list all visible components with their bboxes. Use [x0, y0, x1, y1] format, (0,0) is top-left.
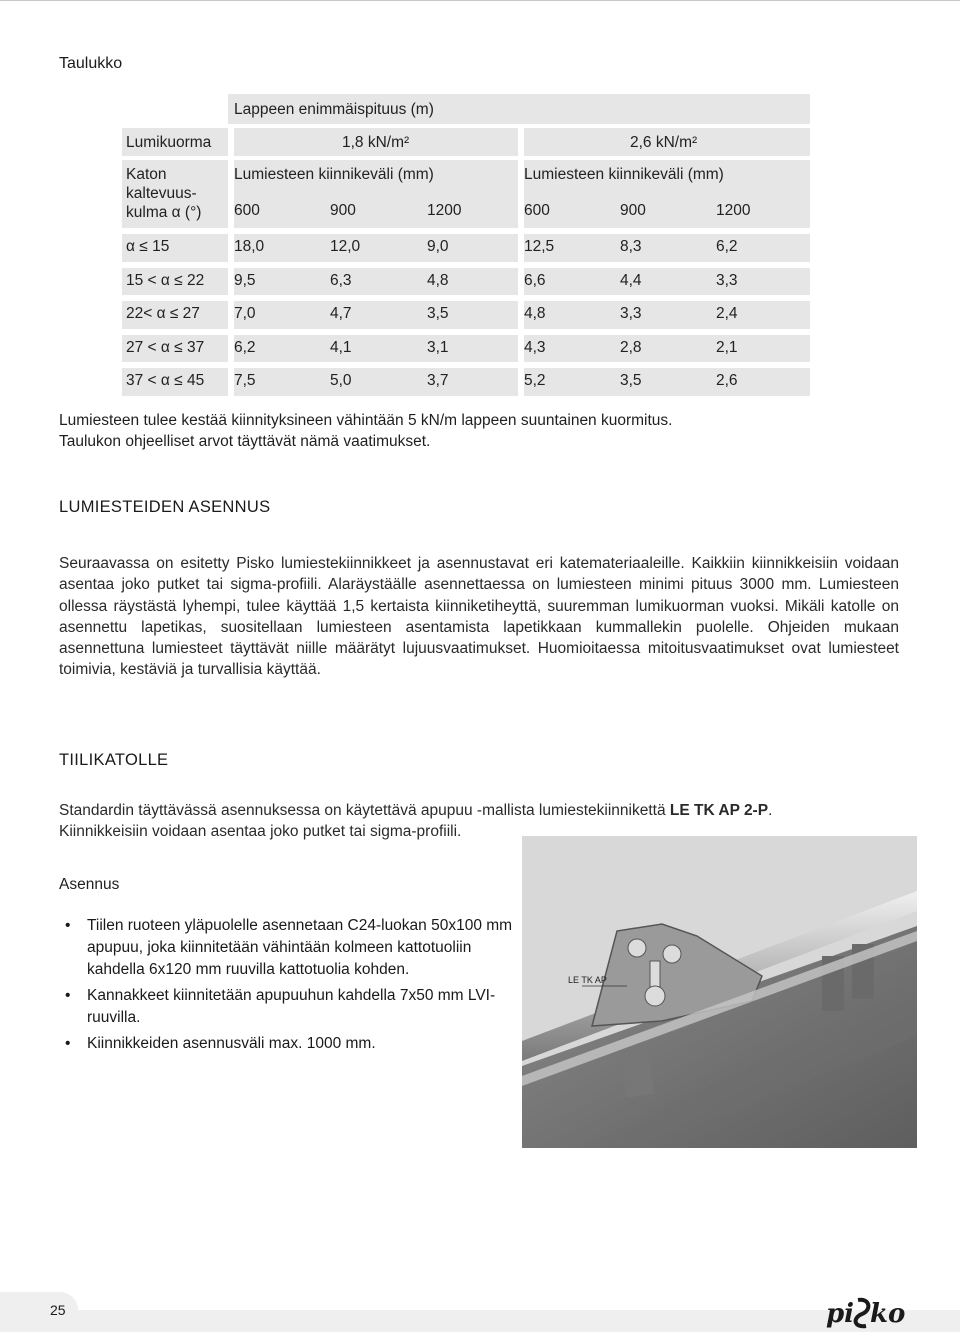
slope-cell: 37 < α ≤ 45 [126, 372, 205, 389]
value-cell: 3,3 [716, 272, 738, 289]
value-cell: 6,6 [524, 272, 546, 289]
tile-roof-line-1 [59, 800, 899, 821]
logo-graphic [822, 1290, 912, 1332]
list-item-text: Kannakkeet kiinnitetään apupuuhun kahdella 7x50 mm LVI-ruuvilla. [87, 987, 496, 1026]
slope-cell: α ≤ 15 [126, 238, 170, 255]
value-cell: 4,8 [524, 305, 546, 322]
pisko-logo [822, 1290, 912, 1332]
value-cell: 5,0 [330, 372, 352, 389]
list-item [59, 915, 521, 981]
value-cell: 3,7 [427, 372, 449, 389]
load-1: 1,8 kN/m² [342, 134, 410, 151]
value-cell: 4,1 [330, 339, 352, 356]
tile-roof-line-2: Kiinnikkeisiin voidaan asentaa joko putket tai sigma-profiili. [59, 823, 462, 841]
value-cell: 9,0 [427, 238, 449, 255]
value-cell: 4,4 [620, 272, 642, 289]
load-2: 2,6 kN/m² [630, 134, 698, 151]
value-cell: 4,3 [524, 339, 546, 356]
bullet-icon: • [65, 1035, 71, 1052]
install-label: Asennus [59, 876, 120, 893]
value-cell: 4,8 [427, 272, 449, 289]
photo-label: LE TK AP [568, 975, 607, 985]
product-code: LE TK AP 2-P [669, 802, 769, 819]
page-number-tab [0, 1292, 78, 1332]
page-number: 25 [50, 1302, 66, 1318]
value-cell: 12,0 [330, 238, 361, 255]
install-steps-list [59, 915, 521, 1059]
bullet-icon: • [65, 917, 71, 934]
slope-cell: 22< α ≤ 27 [126, 305, 200, 322]
list-item-text: Kiinnikkeiden asennusväli max. 1000 mm. [87, 1035, 376, 1052]
slope-cell: 27 < α ≤ 37 [126, 339, 205, 356]
body-text-post: . [768, 802, 773, 819]
value-cell: 6,3 [330, 272, 352, 289]
row-divider [122, 228, 810, 234]
row-divider [122, 362, 810, 368]
value-cell: 4,7 [330, 305, 352, 322]
row-divider [122, 329, 810, 335]
table-caption: Taulukko [59, 55, 123, 72]
value-cell: 12,5 [524, 238, 555, 255]
svg-text:pi: pi [826, 1299, 855, 1329]
value-cell: 7,0 [234, 305, 256, 322]
product-photo [522, 836, 917, 1148]
list-item [59, 985, 521, 1029]
body-text-pre: Standardin täyttävässä asennuksessa on käytettävä apupuu -mallista lumiestekiinnikettä [59, 802, 670, 819]
value-cell: 2,4 [716, 305, 738, 322]
row-divider [122, 295, 810, 301]
table-title: Lappeen enimmäispituus (m) [234, 101, 434, 118]
spacing-value: 1200 [427, 202, 462, 219]
top-rule [0, 0, 960, 5]
value-cell: 3,5 [427, 305, 449, 322]
bullet-icon: • [65, 987, 71, 1004]
value-cell: 8,3 [620, 238, 642, 255]
note-line-2: Taulukon ohjeelliset arvot täyttävät nämä vaatimukset. [59, 433, 431, 450]
value-cell: 6,2 [234, 339, 256, 356]
spacing-label-1: Lumiesteen kiinnikeväli (mm) [234, 166, 434, 183]
slope-cell: 15 < α ≤ 22 [126, 272, 205, 289]
value-cell: 3,5 [620, 372, 642, 389]
table-corner [122, 94, 228, 124]
value-cell: 2,1 [716, 339, 738, 356]
spacing-value: 600 [234, 202, 260, 219]
slope-label-1: Katon [126, 166, 167, 183]
list-item [59, 1033, 521, 1055]
svg-text:ko: ko [870, 1299, 906, 1329]
value-cell: 9,5 [234, 272, 256, 289]
installation-paragraph: Seuraavassa on esitetty Pisko lumiestekiinnikkeet ja asennustavat eri katemateriaaleille. Kaikkiin kiinnikkeisiin voidaan asentaa joko putket tai sigma-profiili. Alaräystäälle asennettaessa on lumiesteen minimi pituus 3000 mm. Lumiesteen ollessa räystästä lyhempi, tulee käyttää 1,5 kertaista kiinniketiheyttä, suuremman lumikuorman vuoksi. Mikäli katolle on asennettu lapetikas, suositellaan lumiesteen asentamista lapetikkaan kummallekin puolelle. Ohjeiden mukaan asennettuna lumiesteet täyttävät niille määrätyt lujuusvaatimukset. Huomioitaessa mitoitusvaatimukset ovat lumiesteet toimivia, kestäviä ja turvallisia käyttää. [59, 555, 899, 679]
value-cell: 2,6 [716, 372, 738, 389]
mounting-illustration [522, 836, 917, 1148]
list-item-text: Tiilen ruoteen yläpuolelle asennetaan C24-luokan 50x100 mm apupuu, joka kiinnitetään vähintään kolmeen kattotuoliin kahdella 6x120 mm ruuvilla kattotuolia kohden. [87, 917, 513, 978]
spacing-value: 900 [330, 202, 356, 219]
value-cell: 3,1 [427, 339, 449, 356]
value-cell: 18,0 [234, 238, 265, 255]
snow-guard-table [122, 94, 810, 396]
row-divider [122, 262, 810, 268]
spacing-value: 600 [524, 202, 550, 219]
section-title-tile-roof: TIILIKATOLLE [59, 751, 169, 769]
value-cell: 3,3 [620, 305, 642, 322]
row-divider [122, 124, 810, 128]
value-cell: 2,8 [620, 339, 642, 356]
section-title-installation: LUMIESTEIDEN ASENNUS [59, 498, 271, 516]
value-cell: 5,2 [524, 372, 546, 389]
value-cell: 7,5 [234, 372, 256, 389]
spacing-label-2: Lumiesteen kiinnikeväli (mm) [524, 166, 724, 183]
installation-body [59, 553, 899, 681]
note-line-1: Lumiesteen tulee kestää kiinnityksineen vähintään 5 kN/m lappeen suuntainen kuormitus. [59, 412, 673, 429]
slope-label-3: kulma α (°) [126, 204, 202, 221]
spacing-value: 900 [620, 202, 646, 219]
load-label: Lumikuorma [126, 134, 212, 151]
slope-label-2: kaltevuus- [126, 185, 197, 202]
spacing-value: 1200 [716, 202, 751, 219]
row-divider [122, 156, 810, 160]
value-cell: 6,2 [716, 238, 738, 255]
